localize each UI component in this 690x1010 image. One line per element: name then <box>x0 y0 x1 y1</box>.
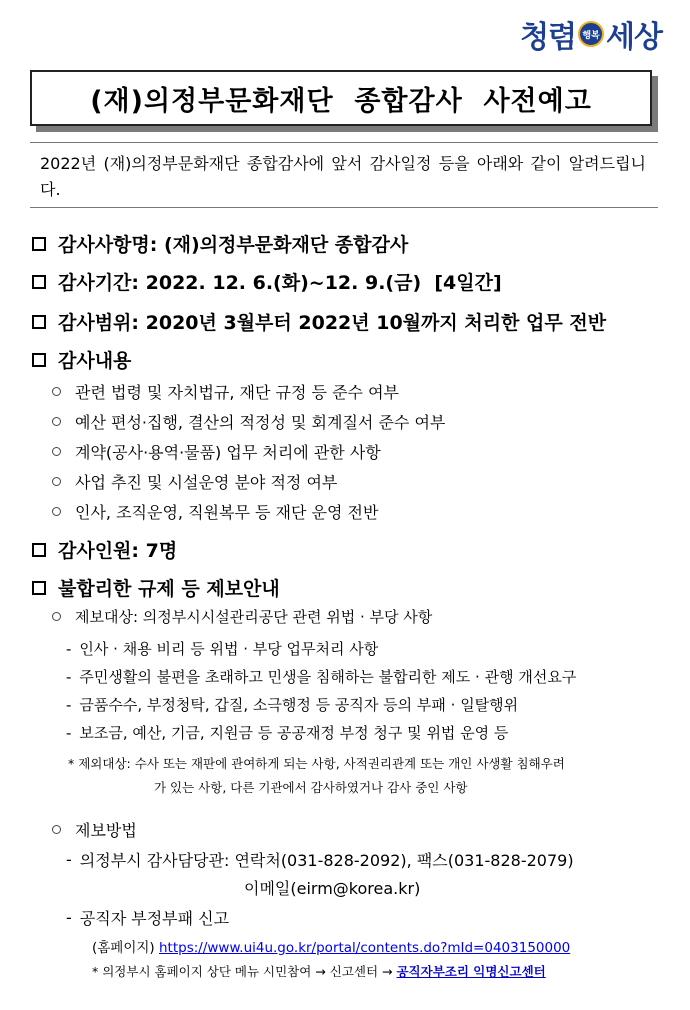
list-item-text: 예산 편성·집행, 결산의 적정성 및 회계질서 준수 여부 <box>75 413 446 432</box>
section-audit-content-text: 감사내용 <box>58 350 132 372</box>
anonymous-report-center-link[interactable]: 공직자부조리 익명신고센터 <box>396 964 546 979</box>
list-item <box>52 410 445 433</box>
checkbox-square-icon <box>32 315 46 329</box>
section-audit-name <box>32 230 408 257</box>
list-item-text: 사업 추진 및 시설운영 분야 적정 여부 <box>75 473 338 492</box>
list-item <box>66 666 576 687</box>
checkbox-square-icon <box>32 237 46 251</box>
checkbox-square-icon <box>32 543 46 557</box>
list-item <box>66 722 508 743</box>
menu-path-line <box>92 962 546 980</box>
dash-bullet: - <box>66 908 72 927</box>
method-report-text: 공직자 부정부패 신고 <box>79 909 230 928</box>
list-item-text: 주민생활의 불편을 초래하고 민생을 침해하는 불합리한 제도 · 관행 개선요구 <box>79 668 577 686</box>
checkbox-square-icon <box>32 353 46 367</box>
list-item-text: 관련 법령 및 자치법규, 재단 규정 등 준수 여부 <box>75 383 399 402</box>
method-report <box>66 906 229 929</box>
list-item <box>66 694 518 715</box>
report-target <box>52 606 432 627</box>
section-report-guide <box>32 574 280 601</box>
section-audit-scope-text: 감사범위: 2020년 3월부터 2022년 10월까지 처리한 업무 전반 <box>58 312 607 334</box>
list-item-text: 계약(공사·용역·물품) 업무 처리에 관한 사항 <box>75 443 381 462</box>
circle-bullet-icon <box>52 417 61 426</box>
exclusion-note-line1: * 제외대상: 수사 또는 재판에 관여하게 되는 사항, 사적권리관계 또는 개인 사생활 침해우려 <box>68 756 565 771</box>
list-item-text: 금품수수, 부정청탁, 갑질, 소극행정 등 공직자 등의 부패 · 일탈행위 <box>79 696 519 714</box>
menu-path-text: * 의정부시 홈페이지 상단 메뉴 시민참여 → 신고센터 → <box>92 964 393 979</box>
section-audit-staff <box>32 536 177 563</box>
logo-text-right: 세상 <box>606 20 662 55</box>
list-item <box>52 470 337 493</box>
list-item <box>66 638 378 659</box>
circle-bullet-icon <box>52 507 61 516</box>
list-item-text: 인사, 조직운영, 직원복무 등 재단 운영 전반 <box>75 503 379 522</box>
dash-bullet: - <box>66 695 72 714</box>
homepage-link[interactable]: https://www.ui4u.go.kr/portal/contents.do?mId=0403150000 <box>159 940 571 956</box>
circle-bullet-icon <box>52 387 61 396</box>
list-item-text: 보조금, 예산, 기금, 지원금 등 공공재정 부정 청구 및 위법 운영 등 <box>79 724 509 742</box>
report-target-text: 제보대상: 의정부시시설관리공단 관련 위법 · 부당 사항 <box>75 608 433 626</box>
exclusion-note-line2: 가 있는 사항, 다른 기관에서 감사하였거나 감사 중인 사항 <box>154 780 468 795</box>
page-title: (재)의정부문화재단 종합감사 사전예고 <box>90 85 592 117</box>
logo <box>520 14 662 54</box>
list-item <box>52 380 399 403</box>
list-item <box>52 440 381 463</box>
dash-bullet: - <box>66 850 72 869</box>
homepage-label: (홈페이지) <box>92 940 155 956</box>
list-item-text: 인사 · 채용 비리 등 위법 · 부당 업무처리 사항 <box>79 640 379 658</box>
section-audit-name-text: 감사사항명: (재)의정부문화재단 종합감사 <box>58 234 409 256</box>
intro-text: 2022년 (재)의정부문화재단 종합감사에 앞서 감사일정 등을 아래와 같이 알려드립니다. <box>30 142 658 208</box>
title-box <box>30 70 652 126</box>
report-method-title: 제보방법 <box>75 821 137 840</box>
circle-bullet-icon <box>52 447 61 456</box>
section-audit-content <box>32 346 131 373</box>
dash-bullet: - <box>66 667 72 686</box>
section-audit-staff-text: 감사인원: 7명 <box>58 540 178 562</box>
method-contact <box>66 848 574 871</box>
dash-bullet: - <box>66 639 72 658</box>
logo-text-left: 청렴 <box>520 20 577 55</box>
circle-bullet-icon <box>52 825 61 834</box>
checkbox-square-icon <box>32 275 46 289</box>
list-item <box>52 500 378 523</box>
circle-bullet-icon <box>52 612 61 621</box>
dash-bullet: - <box>66 723 72 742</box>
circle-bullet-icon <box>52 477 61 486</box>
method-email: 이메일(eirm@korea.kr) <box>244 879 421 898</box>
section-audit-period <box>32 268 502 295</box>
section-audit-period-text: 감사기간: 2022. 12. 6.(화)~12. 9.(금) [4일간] <box>58 272 502 294</box>
section-report-guide-text: 불합리한 규제 등 제보안내 <box>58 578 280 600</box>
method-contact-text: 의정부시 감사담당관: 연락처(031-828-2092), 팩스(031-828-2079) <box>79 851 574 870</box>
checkbox-square-icon <box>32 581 46 595</box>
report-method <box>52 818 137 841</box>
section-audit-scope <box>32 308 606 335</box>
homepage-line <box>92 936 570 956</box>
logo-badge: 행복 <box>578 21 604 47</box>
